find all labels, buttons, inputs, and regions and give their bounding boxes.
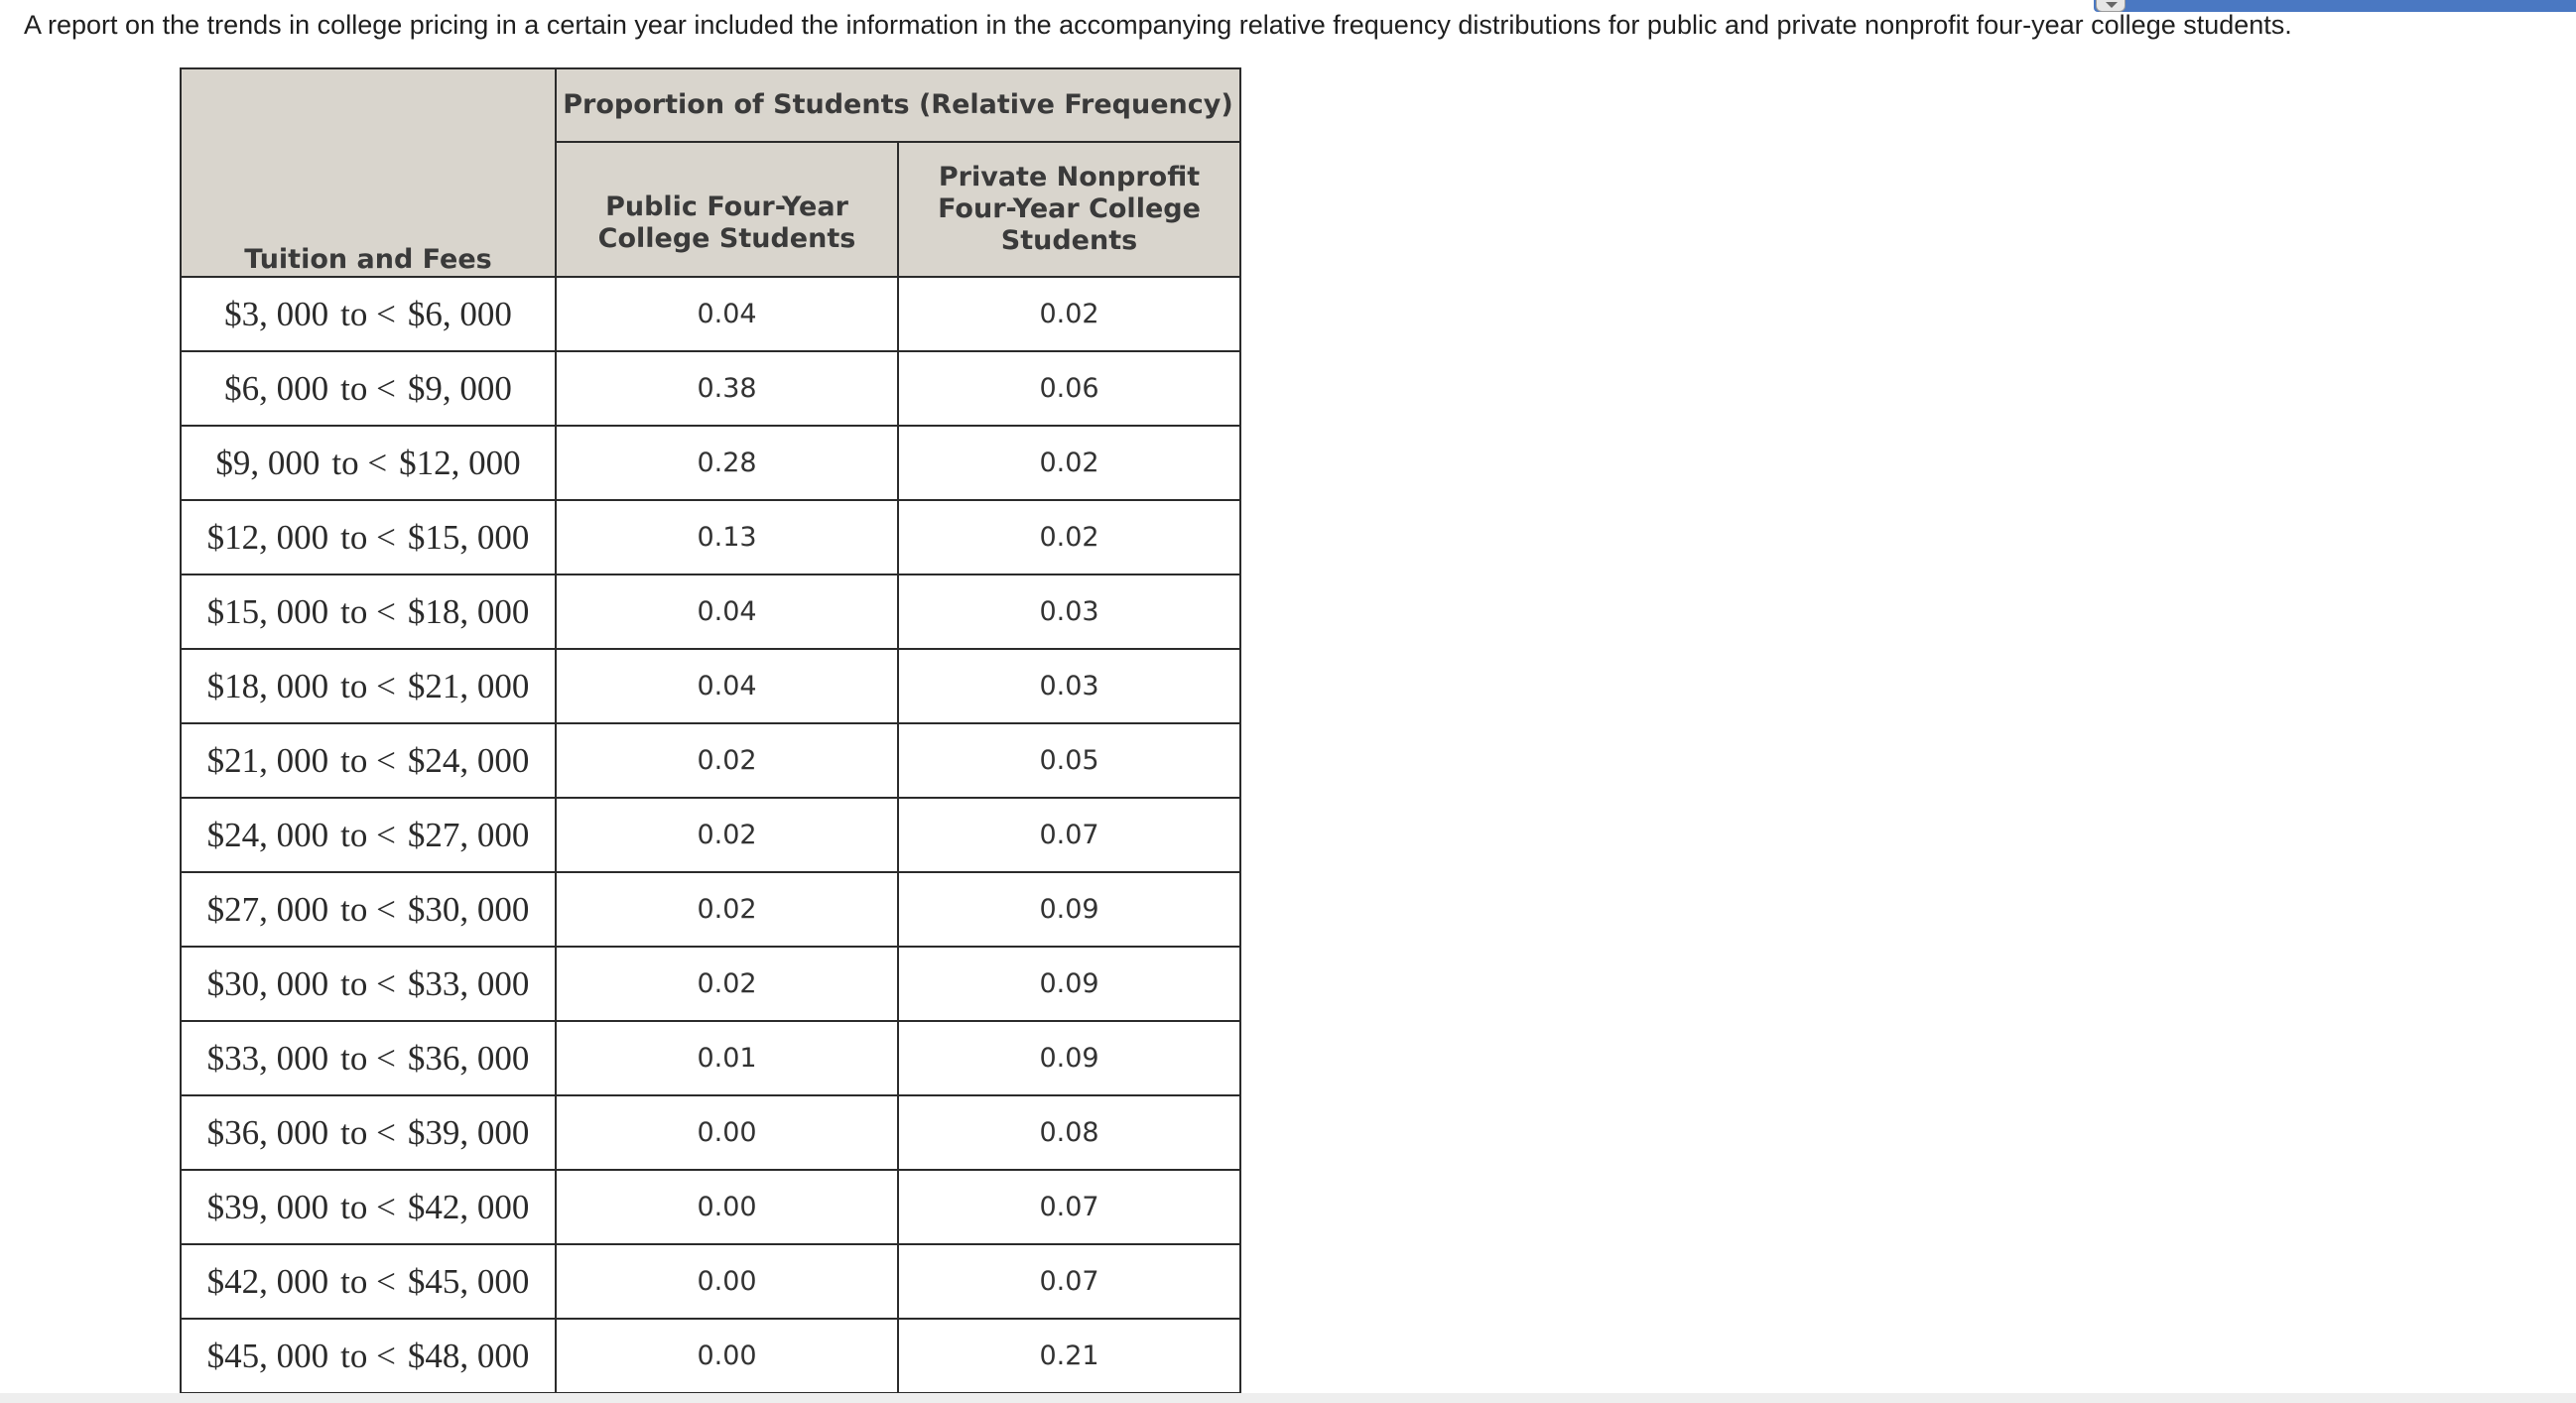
public-proportion-cell: 0.00: [556, 1244, 898, 1319]
table-row: [181, 872, 1240, 947]
question-text: A report on the trends in college pricing in a certain year included the information in the accompanying relative frequency distributions for public and private nonprofit four-year college students.: [24, 10, 2292, 40]
header-public-four-year: [556, 142, 898, 277]
private-proportion-cell: 0.02: [898, 500, 1240, 574]
private-proportion-cell: 0.02: [898, 277, 1240, 351]
range-high: $18, 000: [407, 591, 530, 631]
header-private-label: Private Nonprofit Four-Year College Students: [938, 162, 1201, 256]
relative-frequency-table: [180, 67, 1241, 1394]
tuition-range-cell: [181, 1021, 556, 1095]
range-low: $39, 000: [206, 1187, 329, 1226]
tuition-range-cell: [181, 426, 556, 500]
private-proportion-cell: 0.05: [898, 723, 1240, 798]
table-row: [181, 649, 1240, 723]
public-proportion-cell: 0.04: [556, 277, 898, 351]
tuition-range-cell: [181, 1170, 556, 1244]
private-proportion-cell: 0.07: [898, 1170, 1240, 1244]
header-proportion-of-students: Proportion of Students (Relative Frequency): [556, 68, 1240, 142]
range-high: $33, 000: [407, 963, 530, 1003]
public-proportion-cell: 0.00: [556, 1170, 898, 1244]
range-low: $12, 000: [206, 517, 329, 557]
tuition-range-cell: [181, 649, 556, 723]
header-public-label: Public Four-Year College Students: [597, 191, 856, 254]
range-high: $36, 000: [407, 1038, 530, 1078]
private-proportion-cell: 0.08: [898, 1095, 1240, 1170]
range-low: $15, 000: [206, 591, 329, 631]
private-proportion-cell: 0.07: [898, 1244, 1240, 1319]
tuition-range-cell: [181, 723, 556, 798]
range-low: $27, 000: [206, 889, 329, 929]
table-row: [181, 500, 1240, 574]
public-proportion-cell: 0.02: [556, 723, 898, 798]
table-row: [181, 1095, 1240, 1170]
table-body: [181, 277, 1240, 1393]
range-low: $45, 000: [206, 1336, 329, 1375]
tuition-range-cell: [181, 500, 556, 574]
table-row: [181, 798, 1240, 872]
public-proportion-cell: 0.02: [556, 872, 898, 947]
range-to: to <: [340, 1261, 396, 1301]
private-proportion-cell: 0.03: [898, 574, 1240, 649]
range-to: to <: [340, 294, 396, 333]
tuition-range-cell: [181, 277, 556, 351]
tuition-range-cell: [181, 947, 556, 1021]
range-low: $30, 000: [206, 963, 329, 1003]
table-row: [181, 351, 1240, 426]
public-proportion-cell: 0.38: [556, 351, 898, 426]
table-row: [181, 723, 1240, 798]
public-proportion-cell: 0.02: [556, 947, 898, 1021]
range-to: to <: [340, 517, 396, 557]
public-proportion-cell: 0.00: [556, 1095, 898, 1170]
public-proportion-cell: 0.04: [556, 574, 898, 649]
range-high: $21, 000: [407, 666, 530, 705]
table-row: [181, 1021, 1240, 1095]
range-high: $6, 000: [407, 294, 512, 333]
range-low: $36, 000: [206, 1112, 329, 1152]
range-low: $3, 000: [224, 294, 329, 333]
table-row: [181, 947, 1240, 1021]
range-high: $30, 000: [407, 889, 530, 929]
tuition-range-cell: [181, 1319, 556, 1393]
range-low: $33, 000: [206, 1038, 329, 1078]
range-high: $48, 000: [407, 1336, 530, 1375]
range-to: to <: [340, 815, 396, 854]
public-proportion-cell: 0.13: [556, 500, 898, 574]
range-to: to <: [340, 1187, 396, 1226]
table-row: [181, 277, 1240, 351]
range-high: $24, 000: [407, 740, 530, 780]
table-row: [181, 574, 1240, 649]
range-high: $27, 000: [407, 815, 530, 854]
header-tuition-and-fees: Tuition and Fees: [181, 68, 556, 277]
private-proportion-cell: 0.06: [898, 351, 1240, 426]
public-proportion-cell: 0.01: [556, 1021, 898, 1095]
range-high: $42, 000: [407, 1187, 530, 1226]
range-low: $6, 000: [224, 368, 329, 408]
range-to: to <: [340, 666, 396, 705]
range-high: $15, 000: [407, 517, 530, 557]
public-proportion-cell: 0.00: [556, 1319, 898, 1393]
tuition-range-cell: [181, 872, 556, 947]
bottom-edge: [0, 1393, 2576, 1403]
range-to: to <: [340, 1038, 396, 1078]
range-to: to <: [340, 368, 396, 408]
public-proportion-cell: 0.28: [556, 426, 898, 500]
range-low: $42, 000: [206, 1261, 329, 1301]
public-proportion-cell: 0.04: [556, 649, 898, 723]
private-proportion-cell: 0.02: [898, 426, 1240, 500]
tuition-range-cell: [181, 1095, 556, 1170]
table-row: [181, 1170, 1240, 1244]
range-high: $45, 000: [407, 1261, 530, 1301]
range-to: to <: [340, 591, 396, 631]
table-row: [181, 426, 1240, 500]
range-to: to <: [340, 889, 396, 929]
private-proportion-cell: 0.03: [898, 649, 1240, 723]
range-to: to <: [340, 740, 396, 780]
range-low: $18, 000: [206, 666, 329, 705]
range-to: to <: [340, 1112, 396, 1152]
range-low: $24, 000: [206, 815, 329, 854]
private-proportion-cell: 0.09: [898, 947, 1240, 1021]
range-high: $12, 000: [399, 443, 521, 482]
table-row: [181, 1319, 1240, 1393]
table-row: [181, 1244, 1240, 1319]
tuition-range-cell: [181, 351, 556, 426]
private-proportion-cell: 0.09: [898, 1021, 1240, 1095]
tuition-range-cell: [181, 1244, 556, 1319]
tuition-range-cell: [181, 798, 556, 872]
range-low: $21, 000: [206, 740, 329, 780]
range-low: $9, 000: [215, 443, 321, 482]
tuition-range-cell: [181, 574, 556, 649]
private-proportion-cell: 0.07: [898, 798, 1240, 872]
range-to: to <: [331, 443, 388, 482]
public-proportion-cell: 0.02: [556, 798, 898, 872]
range-high: $39, 000: [407, 1112, 530, 1152]
range-to: to <: [340, 1336, 396, 1375]
private-proportion-cell: 0.09: [898, 872, 1240, 947]
range-to: to <: [340, 963, 396, 1003]
range-high: $9, 000: [407, 368, 512, 408]
header-private-nonprofit: [898, 142, 1240, 277]
private-proportion-cell: 0.21: [898, 1319, 1240, 1393]
